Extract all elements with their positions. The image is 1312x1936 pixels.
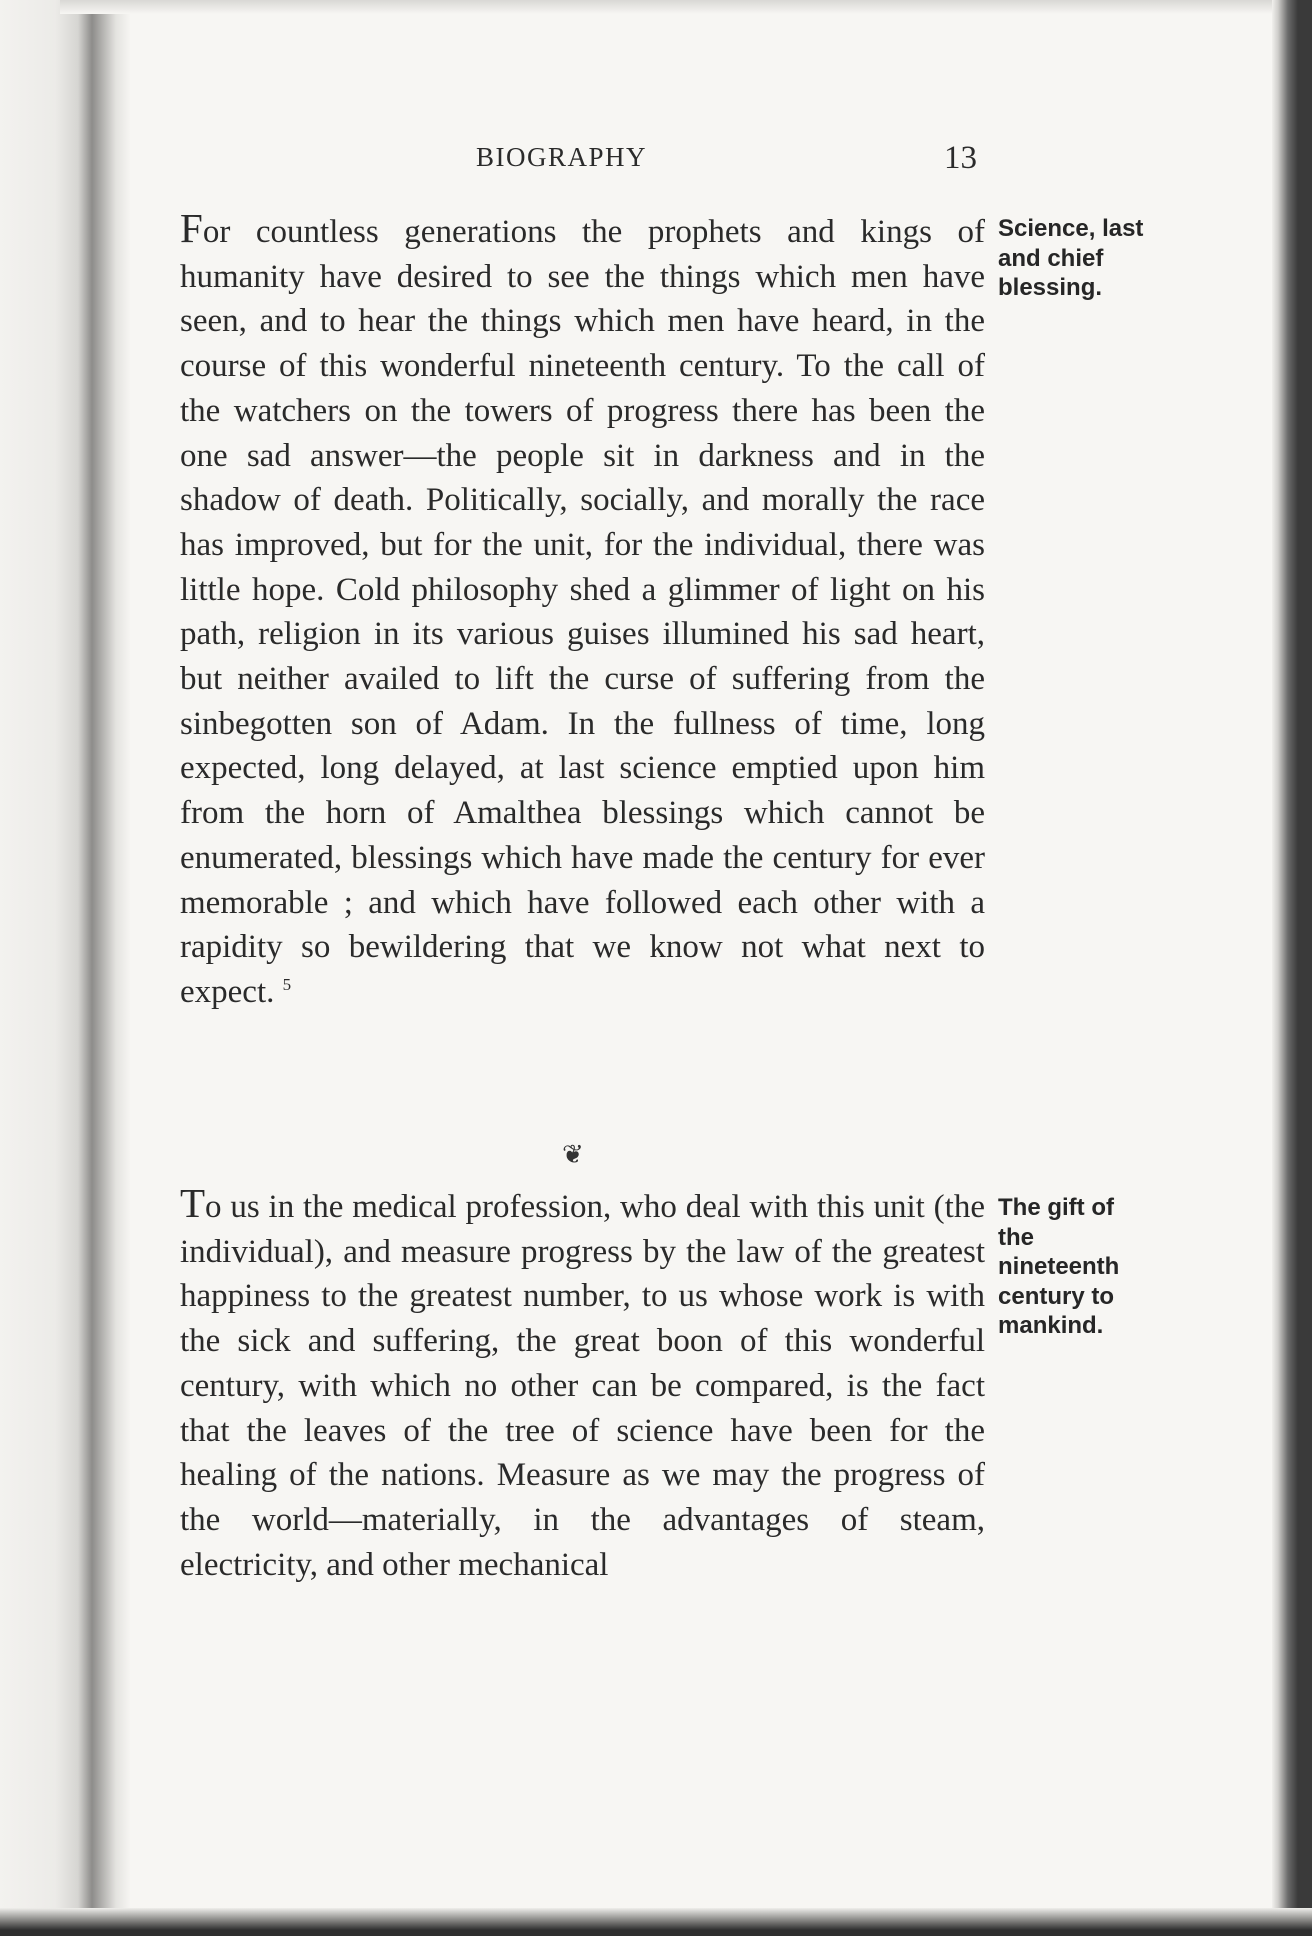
running-header-title: BIOGRAPHY (476, 142, 648, 172)
right-page-edge (1272, 0, 1312, 1936)
paragraph-1-text: or countless generations the prophets and kings of humanity have desired to see the things which men have seen, and to hear the things which men have heard, in the course of this wonderful nineteenth century. To the call of the watchers on the towers of progress there has been the one sad answer—the people sit in darkness and in the shadow of death. Politically, socially, and morally the race has improved, but for the unit, for the individual, there was little hope. Cold philosophy shed a glimmer of light on his path, religion in its various guises illumined his sad heart, but neither availed to lift the curse of suffering from the sinbegotten son of Adam. In the fullness of time, long expected, long delayed, at last science emptied upon him from the horn of Amalthea blessings which cannot be enumerated, blessings which have made the century for ever memorable ; and which have followed each other with a rapidity so bewildering that we know not what next to expect. (180, 214, 985, 1010)
drop-capital: T (180, 1180, 206, 1226)
bottom-page-edge (0, 1908, 1312, 1936)
footnote-reference: 5 (282, 974, 292, 994)
margin-note-1: Science, last and chief blessing. (998, 215, 1144, 301)
paragraph-2-text: o us in the medical profession, who deal with this unit (the individual), and measure progress by the law of the greatest happiness to the greatest number, to us whose work is with the sick and suffering, the great boon of this wonderful century, with which no other can be compared, is the fact that the leaves of the tree of science have been for the healing of the nations. Measure as we may the progress of the world—materially, in the advantages of steam, electricity, and other mechanical (180, 1189, 985, 1583)
drop-capital: F (180, 205, 203, 251)
book-spine-shadow (0, 0, 130, 1936)
margin-note-2: The gift of the nineteenth century to mankind. (998, 1194, 1120, 1339)
page-number: 13 (944, 140, 977, 176)
body-paragraph-1 (180, 206, 985, 1015)
fleuron-ornament-icon: ❦ (562, 1140, 584, 1170)
top-edge-shadow (60, 0, 1275, 14)
body-paragraph-2 (180, 1181, 985, 1587)
